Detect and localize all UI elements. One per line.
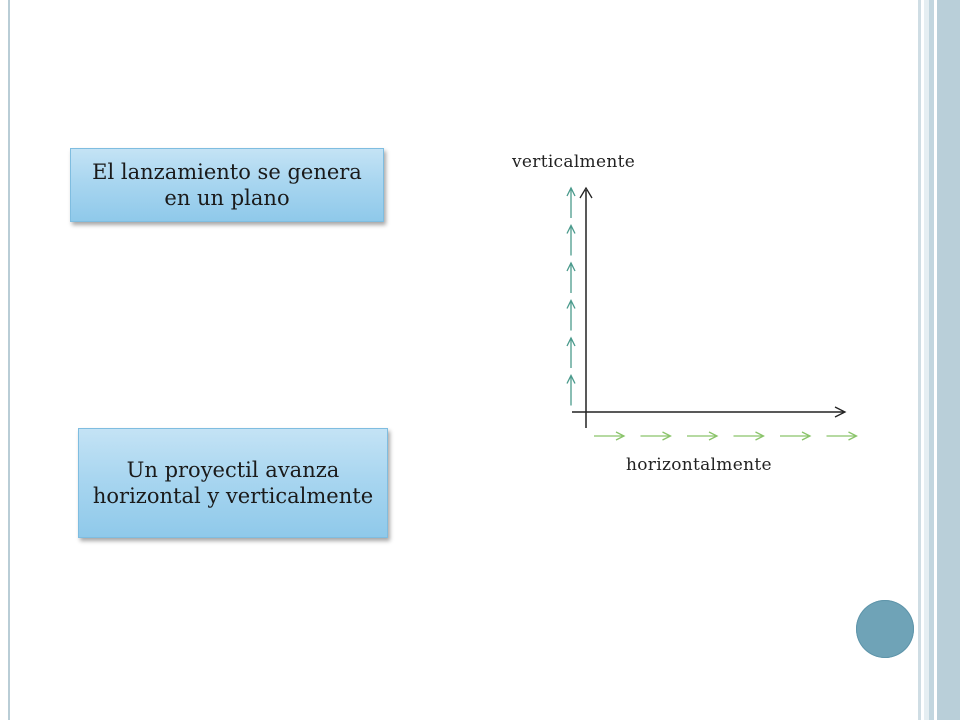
horizontal-axis-label: horizontalmente: [626, 455, 772, 475]
horizontal-component-arrows: [594, 432, 857, 440]
vertical-arrow: [567, 263, 575, 293]
horizontal-arrow: [734, 432, 764, 440]
horizontal-arrow: [687, 432, 717, 440]
vertical-axis-label: verticalmente: [512, 152, 636, 172]
projectile-text: Un proyectil avanza horizontal y verticalmente: [92, 458, 374, 508]
vertical-arrow: [567, 301, 575, 331]
vertical-component-arrows: [567, 188, 575, 406]
vertical-arrow: [567, 376, 575, 406]
vertical-arrow: [567, 226, 575, 256]
horizontal-arrow: [641, 432, 671, 440]
vertical-arrow: [567, 338, 575, 368]
horizontal-arrow: [827, 432, 857, 440]
horizontal-arrow: [594, 432, 624, 440]
plane-text: El lanzamiento se genera en un plano: [92, 160, 362, 210]
vertical-arrow: [567, 188, 575, 218]
horizontal-arrow: [780, 432, 810, 440]
